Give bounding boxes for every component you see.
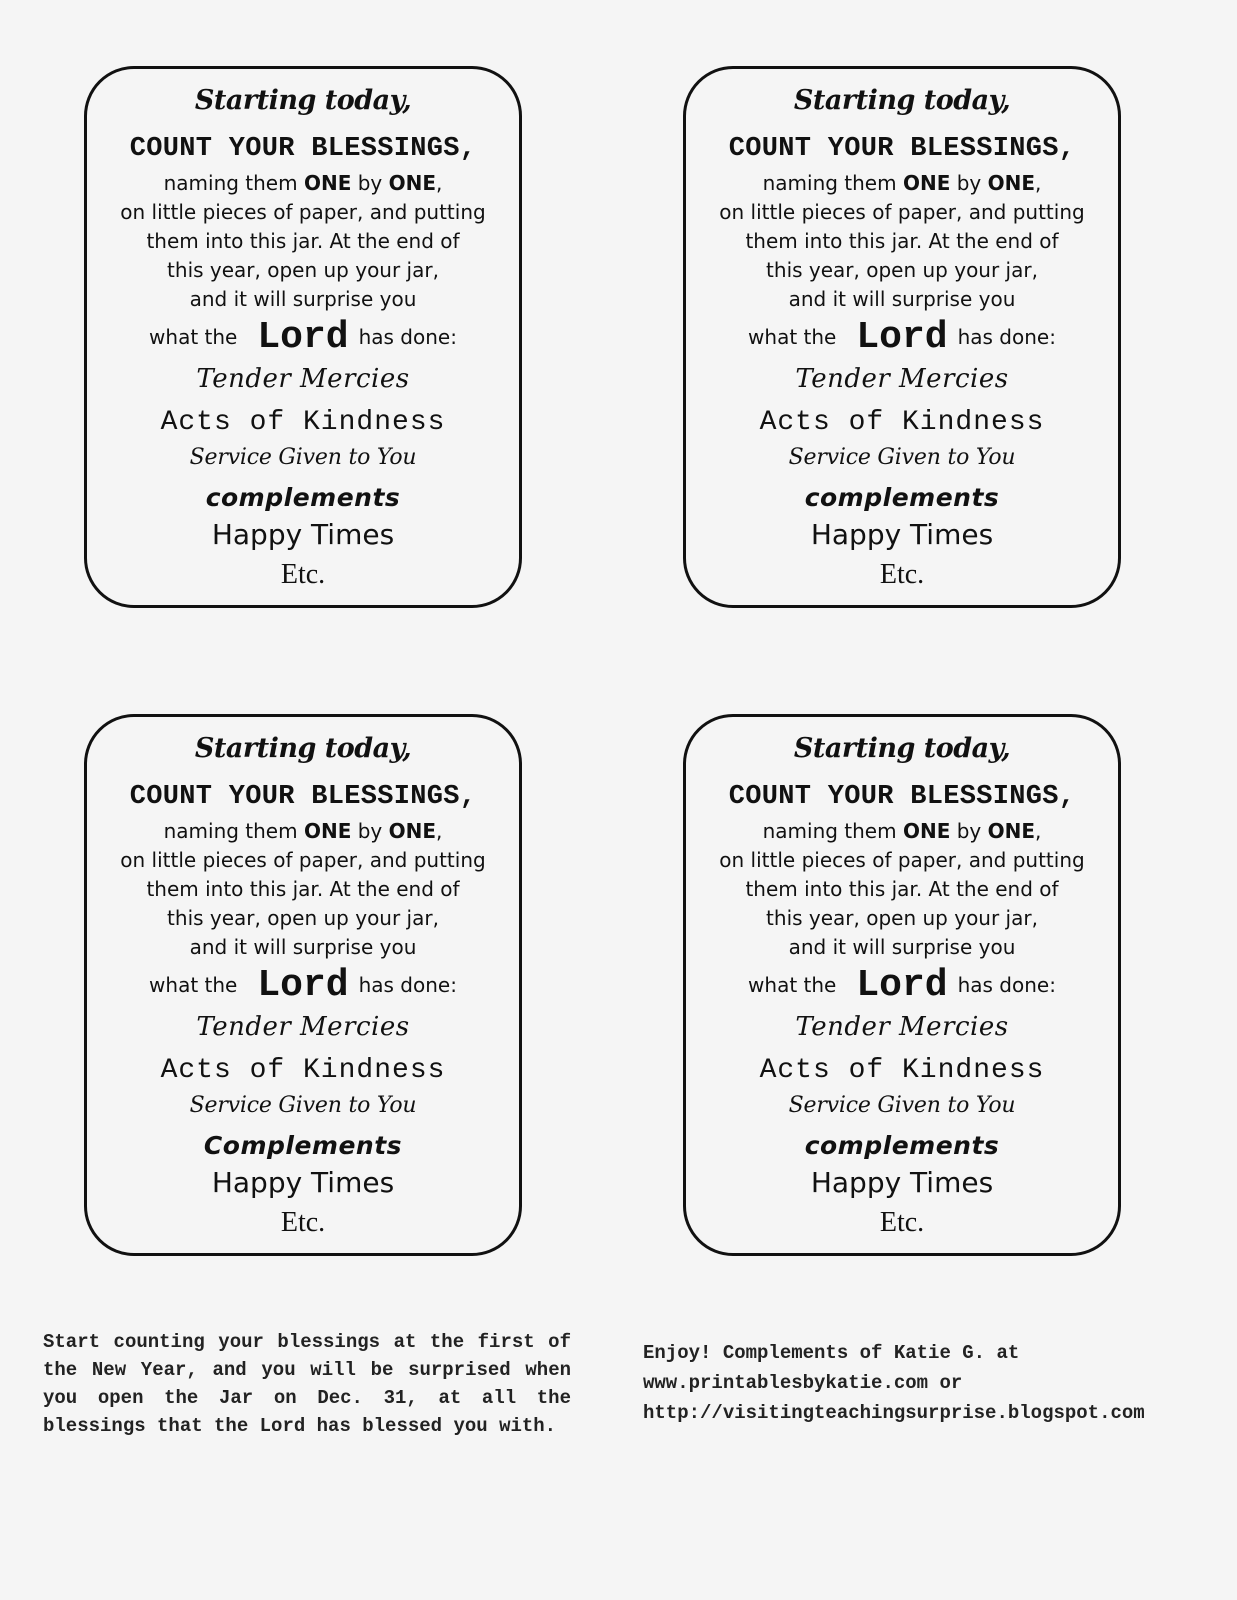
card-body-line-2: on little pieces of paper, and putting <box>120 200 486 224</box>
card-acts-of-kindness: Acts of Kindness <box>759 407 1045 438</box>
naming-by: by <box>950 819 988 843</box>
card-service: Service Given to You <box>788 445 1016 470</box>
card-etc: Etc. <box>879 559 925 590</box>
card-body-line-5: and it will surprise you <box>788 287 1016 311</box>
naming-one-2: ONE <box>388 819 437 843</box>
card-body-line-4: this year, open up your jar, <box>167 906 439 930</box>
naming-comma: , <box>436 171 443 195</box>
naming-text: naming them <box>163 171 304 195</box>
card-body-line-3: them into this jar. At the end of <box>146 229 460 253</box>
card-naming-line <box>686 821 1118 841</box>
naming-by: by <box>950 171 988 195</box>
card-body-line-5: and it will surprise you <box>189 287 417 311</box>
what-the: what the <box>149 325 238 349</box>
card-service: Service Given to You <box>189 445 417 470</box>
card-body-line-4: this year, open up your jar, <box>167 258 439 282</box>
card-naming-line <box>87 821 519 841</box>
card-etc: Etc. <box>280 1207 326 1238</box>
what-the: what the <box>149 973 238 997</box>
card-lord-line <box>686 964 1118 1007</box>
naming-one-1: ONE <box>303 819 352 843</box>
credits-website-link[interactable]: www.printablesbykatie.com or <box>643 1372 963 1394</box>
blessing-card-1 <box>84 66 522 608</box>
card-heading: Starting today, <box>194 85 412 116</box>
credits-blog-link[interactable]: http://visitingteachingsurprise.blogspot.com <box>643 1402 1145 1424</box>
lord-word: Lord <box>856 964 948 1007</box>
card-happy-times: Happy Times <box>211 1166 395 1199</box>
card-title: COUNT YOUR BLESSINGS, <box>129 782 477 812</box>
card-body-line-4: this year, open up your jar, <box>766 906 1038 930</box>
card-complements: complements <box>804 1131 1000 1160</box>
card-heading: Starting today, <box>793 733 1011 764</box>
naming-one-1: ONE <box>303 171 352 195</box>
card-tender-mercies: Tender Mercies <box>196 364 410 394</box>
naming-one-2: ONE <box>987 171 1036 195</box>
card-body-line-5: and it will surprise you <box>788 935 1016 959</box>
card-complements: Complements <box>203 1131 403 1160</box>
card-body-line-3: them into this jar. At the end of <box>745 877 1059 901</box>
card-title: COUNT YOUR BLESSINGS, <box>728 782 1076 812</box>
card-title: COUNT YOUR BLESSINGS, <box>728 134 1076 164</box>
naming-text: naming them <box>762 819 903 843</box>
naming-by: by <box>351 171 389 195</box>
card-acts-of-kindness: Acts of Kindness <box>160 1055 446 1086</box>
card-service: Service Given to You <box>788 1093 1016 1118</box>
naming-by: by <box>351 819 389 843</box>
card-complements: complements <box>205 483 401 512</box>
card-body-line-2: on little pieces of paper, and putting <box>719 200 1085 224</box>
card-naming-line <box>87 173 519 193</box>
card-body-line-2: on little pieces of paper, and putting <box>120 848 486 872</box>
card-title: COUNT YOUR BLESSINGS, <box>129 134 477 164</box>
card-body-line-2: on little pieces of paper, and putting <box>719 848 1085 872</box>
naming-text: naming them <box>163 819 304 843</box>
has-done: has done: <box>358 973 457 997</box>
lord-word: Lord <box>257 964 349 1007</box>
has-done: has done: <box>957 325 1056 349</box>
what-the: what the <box>748 973 837 997</box>
card-happy-times: Happy Times <box>810 518 994 551</box>
card-tender-mercies: Tender Mercies <box>196 1012 410 1042</box>
card-happy-times: Happy Times <box>211 518 395 551</box>
card-service: Service Given to You <box>189 1093 417 1118</box>
blessing-card-4 <box>683 714 1121 1256</box>
footer-credits <box>643 1338 1203 1428</box>
naming-text: naming them <box>762 171 903 195</box>
card-acts-of-kindness: Acts of Kindness <box>759 1055 1045 1086</box>
lord-word: Lord <box>856 316 948 359</box>
naming-one-1: ONE <box>902 171 951 195</box>
has-done: has done: <box>957 973 1056 997</box>
blessing-card-3 <box>84 714 522 1256</box>
card-happy-times: Happy Times <box>810 1166 994 1199</box>
lord-word: Lord <box>257 316 349 359</box>
card-heading: Starting today, <box>793 85 1011 116</box>
card-complements: complements <box>804 483 1000 512</box>
card-body-line-3: them into this jar. At the end of <box>745 229 1059 253</box>
card-heading: Starting today, <box>194 733 412 764</box>
card-body-line-4: this year, open up your jar, <box>766 258 1038 282</box>
naming-comma: , <box>436 819 443 843</box>
has-done: has done: <box>358 325 457 349</box>
card-lord-line <box>686 316 1118 359</box>
naming-one-2: ONE <box>987 819 1036 843</box>
card-lord-line <box>87 316 519 359</box>
card-body-line-5: and it will surprise you <box>189 935 417 959</box>
card-acts-of-kindness: Acts of Kindness <box>160 407 446 438</box>
card-body-line-3: them into this jar. At the end of <box>146 877 460 901</box>
naming-one-1: ONE <box>902 819 951 843</box>
card-tender-mercies: Tender Mercies <box>795 1012 1009 1042</box>
footer-instructions: Start counting your blessings at the first of the New Year, and you will be surprised when you open the Jar on Dec. 31, at all the blessings that the Lord has blessed you with. <box>43 1331 571 1437</box>
blessing-card-2 <box>683 66 1121 608</box>
card-etc: Etc. <box>879 1207 925 1238</box>
card-tender-mercies: Tender Mercies <box>795 364 1009 394</box>
what-the: what the <box>748 325 837 349</box>
naming-comma: , <box>1035 171 1042 195</box>
naming-one-2: ONE <box>388 171 437 195</box>
credits-line-1: Enjoy! Complements of Katie G. at <box>643 1342 1020 1364</box>
card-etc: Etc. <box>280 559 326 590</box>
card-lord-line <box>87 964 519 1007</box>
card-naming-line <box>686 173 1118 193</box>
naming-comma: , <box>1035 819 1042 843</box>
